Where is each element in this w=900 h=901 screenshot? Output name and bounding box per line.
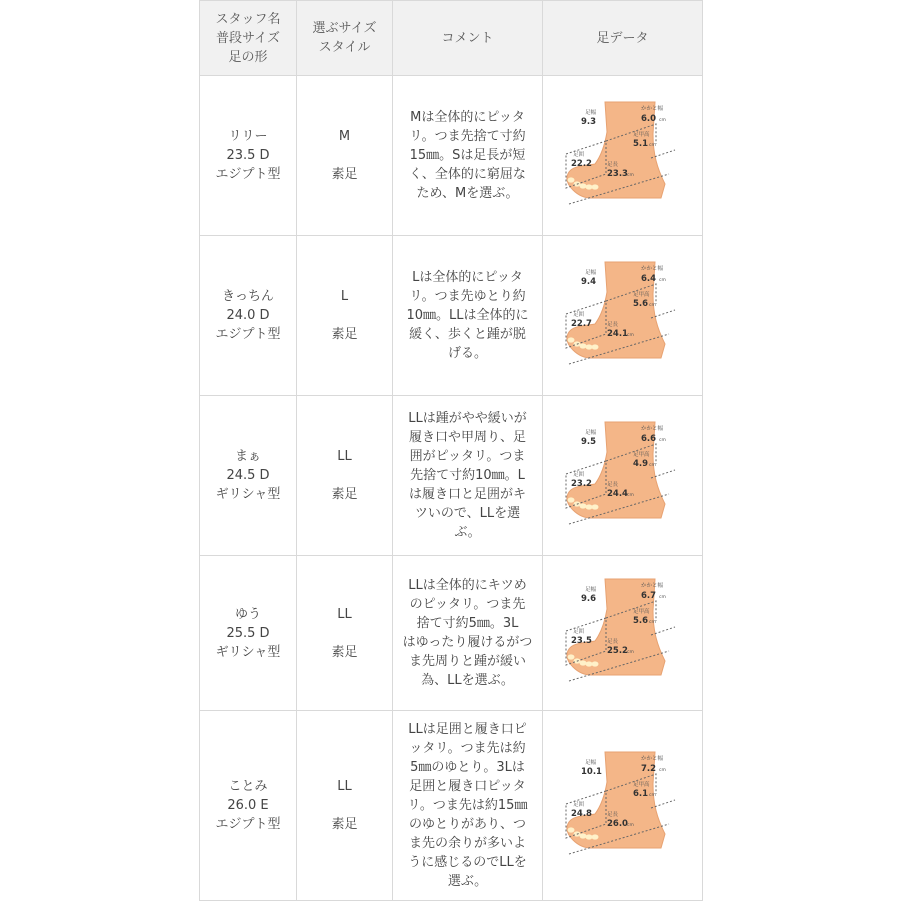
girth-label: 足囲 (572, 151, 584, 158)
header-foot-shape: 足の形 (228, 49, 268, 65)
length-label: 足長 (606, 481, 618, 488)
staff-cell (200, 76, 297, 236)
heel-width-value: 6.6 (640, 433, 656, 444)
staff-name: まぁ (234, 449, 261, 464)
comment-cell (393, 396, 543, 556)
staff-name: ゆう (234, 606, 261, 622)
length-value: 24.4 (606, 488, 628, 499)
chosen-size: LL (337, 606, 352, 622)
heel-width-value: 6.7 (640, 591, 656, 601)
comment-line: ぶ。 (454, 525, 481, 540)
foot-width-label: 足幅 (584, 269, 596, 276)
staff-row (200, 236, 703, 396)
spacer (297, 146, 392, 165)
comment-cell (393, 711, 543, 901)
foot-shape: エジプト型 (215, 327, 281, 342)
foot-shape: ギリシャ型 (215, 487, 281, 502)
instep-unit: cm (648, 792, 656, 798)
foot-shape: ギリシャ型 (215, 644, 281, 660)
comment-line: リ。つま先ゆとり約 (409, 289, 526, 304)
spacer (297, 624, 392, 643)
staff-cell (200, 556, 297, 711)
wear-style: 素足 (331, 167, 358, 182)
instep-label: 足甲高 (632, 131, 650, 138)
comment-cell (393, 76, 543, 236)
header-comment: コメント (393, 1, 543, 76)
comment-line: 先捨て寸約10㎜。L (410, 468, 525, 483)
comment-line: 捨て寸約5㎜。3L (416, 616, 519, 631)
foot-width-label: 足幅 (584, 429, 596, 436)
toenail-icon (567, 654, 574, 659)
header-foot-data: 足データ (543, 1, 703, 76)
spacer (297, 466, 392, 485)
instep-value: 4.9 (632, 458, 648, 469)
instep-unit: cm (648, 302, 656, 308)
toenail-icon (585, 834, 592, 839)
chosen-size: LL (337, 779, 352, 794)
length-value: 23.3 (606, 168, 628, 179)
toenail-icon (567, 337, 574, 342)
foot-shape: エジプト型 (215, 817, 281, 832)
heel-width-label: かかと幅 (640, 105, 663, 112)
foot-width-value: 9.3 (580, 116, 596, 127)
heel-width-value: 6.4 (640, 273, 656, 284)
header-size-style (297, 1, 393, 76)
header-chosen-size: 選ぶサイズ (312, 21, 377, 36)
staff-name: きっちん (221, 289, 274, 304)
toenail-icon (567, 827, 574, 832)
comment-line: のピッタリ。つま先 (409, 597, 526, 612)
toenail-icon (591, 834, 598, 839)
length-value: 26.0 (606, 818, 628, 829)
spacer (297, 796, 392, 815)
heel-width-label: かかと幅 (640, 583, 663, 589)
length-unit: cm (626, 650, 634, 655)
foot-data-cell (543, 76, 703, 236)
girth-value: 24.8 (570, 808, 592, 819)
instep-unit: cm (648, 620, 656, 625)
staff-name: リリー (228, 129, 268, 144)
comment-line: 10㎜。LLは全体的に (406, 308, 529, 323)
comment-line: 選ぶ。 (447, 874, 488, 889)
toenail-icon (567, 497, 574, 502)
comment-line: 為、LLを選ぶ。 (421, 673, 514, 688)
foot-diagram (561, 571, 685, 695)
comment-line: ため、Mを選ぶ。 (416, 186, 519, 201)
comment-line: のゆとりがあり、つ (408, 817, 526, 832)
usual-size: 24.0 D (226, 308, 270, 323)
instep-unit: cm (648, 462, 656, 468)
size-style-cell (297, 396, 393, 556)
staff-row (200, 396, 703, 556)
usual-size: 26.0 E (227, 798, 269, 813)
girth-label: 足囲 (572, 801, 584, 808)
wear-style: 素足 (331, 644, 358, 660)
foot-diagram (561, 744, 685, 868)
toenail-icon (585, 504, 592, 509)
instep-label: 足甲高 (632, 291, 650, 298)
heel-width-value: 6.0 (640, 113, 656, 124)
comment-line: 履き口や甲周り、足 (408, 430, 526, 445)
instep-label: 足甲高 (632, 451, 650, 458)
comment-line: 5㎜のゆとり。3Lは (410, 760, 525, 775)
length-unit: cm (626, 332, 634, 338)
comment-line: げる。 (447, 346, 487, 361)
foot-width-value: 9.4 (580, 276, 596, 287)
length-unit: cm (626, 492, 634, 498)
foot-diagram (561, 94, 685, 218)
instep-label: 足甲高 (632, 609, 650, 615)
comment-line: LLは全体的にキツめ (408, 578, 527, 593)
toenail-icon (591, 661, 598, 666)
heel-width-value: 7.2 (640, 763, 656, 774)
comment-line: Lは全体的にピッタ (412, 270, 523, 285)
toenail-icon (579, 183, 586, 188)
length-value: 25.2 (606, 646, 628, 656)
foot-data-cell (543, 556, 703, 711)
length-label: 足長 (606, 811, 618, 818)
length-value: 24.1 (606, 328, 628, 339)
foot-data-cell (543, 396, 703, 556)
header-staff-name: スタッフ名 (215, 11, 281, 27)
usual-size: 23.5 D (226, 148, 270, 163)
size-style-cell (297, 76, 393, 236)
foot-width-value: 9.6 (580, 594, 596, 604)
foot-width-label: 足幅 (584, 587, 596, 593)
comment-line: 15㎜。Sは足長が短 (409, 148, 526, 163)
instep-value: 5.6 (632, 616, 648, 626)
heel-width-unit: cm (658, 117, 666, 123)
foot-width-value: 10.1 (580, 766, 602, 777)
comment-line: はゆったり履けるがつ (402, 635, 533, 650)
staff-row (200, 76, 703, 236)
toenail-icon (585, 344, 592, 349)
foot-data-cell (543, 236, 703, 396)
comment-line: ッタリ。つま先は約 (409, 741, 526, 756)
foot-data-cell (543, 711, 703, 901)
comment-line: ツいので、LLを選 (414, 506, 521, 521)
size-style-cell (297, 236, 393, 396)
wear-style: 素足 (331, 487, 358, 502)
chosen-size: LL (337, 449, 352, 464)
comment-line: く、全体的に窮屈な (409, 167, 526, 182)
instep-value: 6.1 (632, 788, 648, 799)
size-style-cell (297, 556, 393, 711)
comment-line: 囲がピッタリ。つま (409, 449, 526, 464)
header-usual-size: 普段サイズ (216, 30, 280, 46)
comment-line: 足囲と履き口ピッタ (409, 779, 526, 794)
toenail-icon (591, 344, 598, 349)
length-label: 足長 (606, 161, 618, 168)
comment-line: LLは踵がやや緩いが (408, 411, 527, 426)
comment-cell (393, 556, 543, 711)
toenail-icon (579, 343, 586, 348)
foot-diagram (561, 254, 685, 378)
instep-value: 5.1 (632, 138, 648, 149)
heel-width-label: かかと幅 (640, 265, 663, 272)
comment-line: は履き口と足囲がキ (408, 487, 526, 502)
comment-line: ま先周りと踵が緩い (408, 654, 526, 669)
heel-width-unit: cm (658, 767, 666, 773)
toenail-icon (585, 184, 592, 189)
length-label: 足長 (606, 321, 618, 328)
usual-size: 25.5 D (226, 625, 270, 641)
header-style: スタイル (318, 40, 371, 55)
heel-width-unit: cm (658, 595, 666, 600)
spacer (297, 306, 392, 325)
staff-row (200, 556, 703, 711)
wear-style: 素足 (331, 817, 358, 832)
toenail-icon (579, 833, 586, 838)
chosen-size: L (340, 289, 349, 304)
comment-line: 緩く、歩くと踵が脱 (409, 327, 526, 342)
length-unit: cm (626, 822, 634, 828)
length-label: 足長 (606, 639, 618, 645)
staff-cell (200, 711, 297, 901)
staff-name: ことみ (228, 779, 268, 794)
header-staff (200, 1, 297, 76)
girth-label: 足囲 (572, 471, 584, 478)
toenail-icon (585, 661, 592, 666)
instep-label: 足甲高 (632, 781, 650, 788)
staff-cell (200, 236, 297, 396)
girth-value: 23.5 (570, 636, 592, 646)
foot-shape: エジプト型 (215, 167, 281, 182)
heel-width-unit: cm (658, 437, 666, 443)
girth-label: 足囲 (572, 311, 584, 318)
instep-value: 5.6 (632, 298, 648, 309)
toenail-icon (579, 503, 586, 508)
toenail-icon (579, 660, 586, 665)
heel-width-label: かかと幅 (640, 425, 663, 432)
comment-cell (393, 236, 543, 396)
girth-value: 22.7 (570, 318, 592, 329)
girth-label: 足囲 (572, 629, 584, 635)
foot-width-value: 9.5 (580, 436, 596, 447)
comment-line: リ。つま先は約15㎜ (407, 798, 528, 813)
wear-style: 素足 (331, 327, 358, 342)
size-style-cell (297, 711, 393, 901)
comment-line: LLは足囲と履き口ピ (408, 722, 527, 737)
toenail-icon (591, 504, 598, 509)
toenail-icon (567, 177, 574, 182)
toenail-icon (591, 184, 598, 189)
comment-line: Mは全体的にピッタ (410, 110, 525, 125)
comment-line: リ。つま先捨て寸約 (409, 129, 526, 144)
comment-line: うに感じるのでLLを (408, 855, 527, 870)
girth-value: 23.2 (570, 478, 592, 489)
comment-line: ま先の余りが多いよ (408, 836, 526, 851)
usual-size: 24.5 D (226, 468, 270, 483)
heel-width-label: かかと幅 (640, 755, 663, 762)
instep-unit: cm (648, 142, 656, 148)
foot-width-label: 足幅 (584, 109, 596, 116)
heel-width-unit: cm (658, 277, 666, 283)
girth-value: 22.2 (570, 158, 592, 169)
length-unit: cm (626, 172, 634, 178)
staff-cell (200, 396, 297, 556)
foot-width-label: 足幅 (584, 759, 596, 766)
staff-row (200, 711, 703, 901)
chosen-size: M (338, 129, 351, 144)
foot-diagram (561, 414, 685, 538)
header-row (200, 1, 703, 76)
staff-size-table (199, 0, 703, 901)
